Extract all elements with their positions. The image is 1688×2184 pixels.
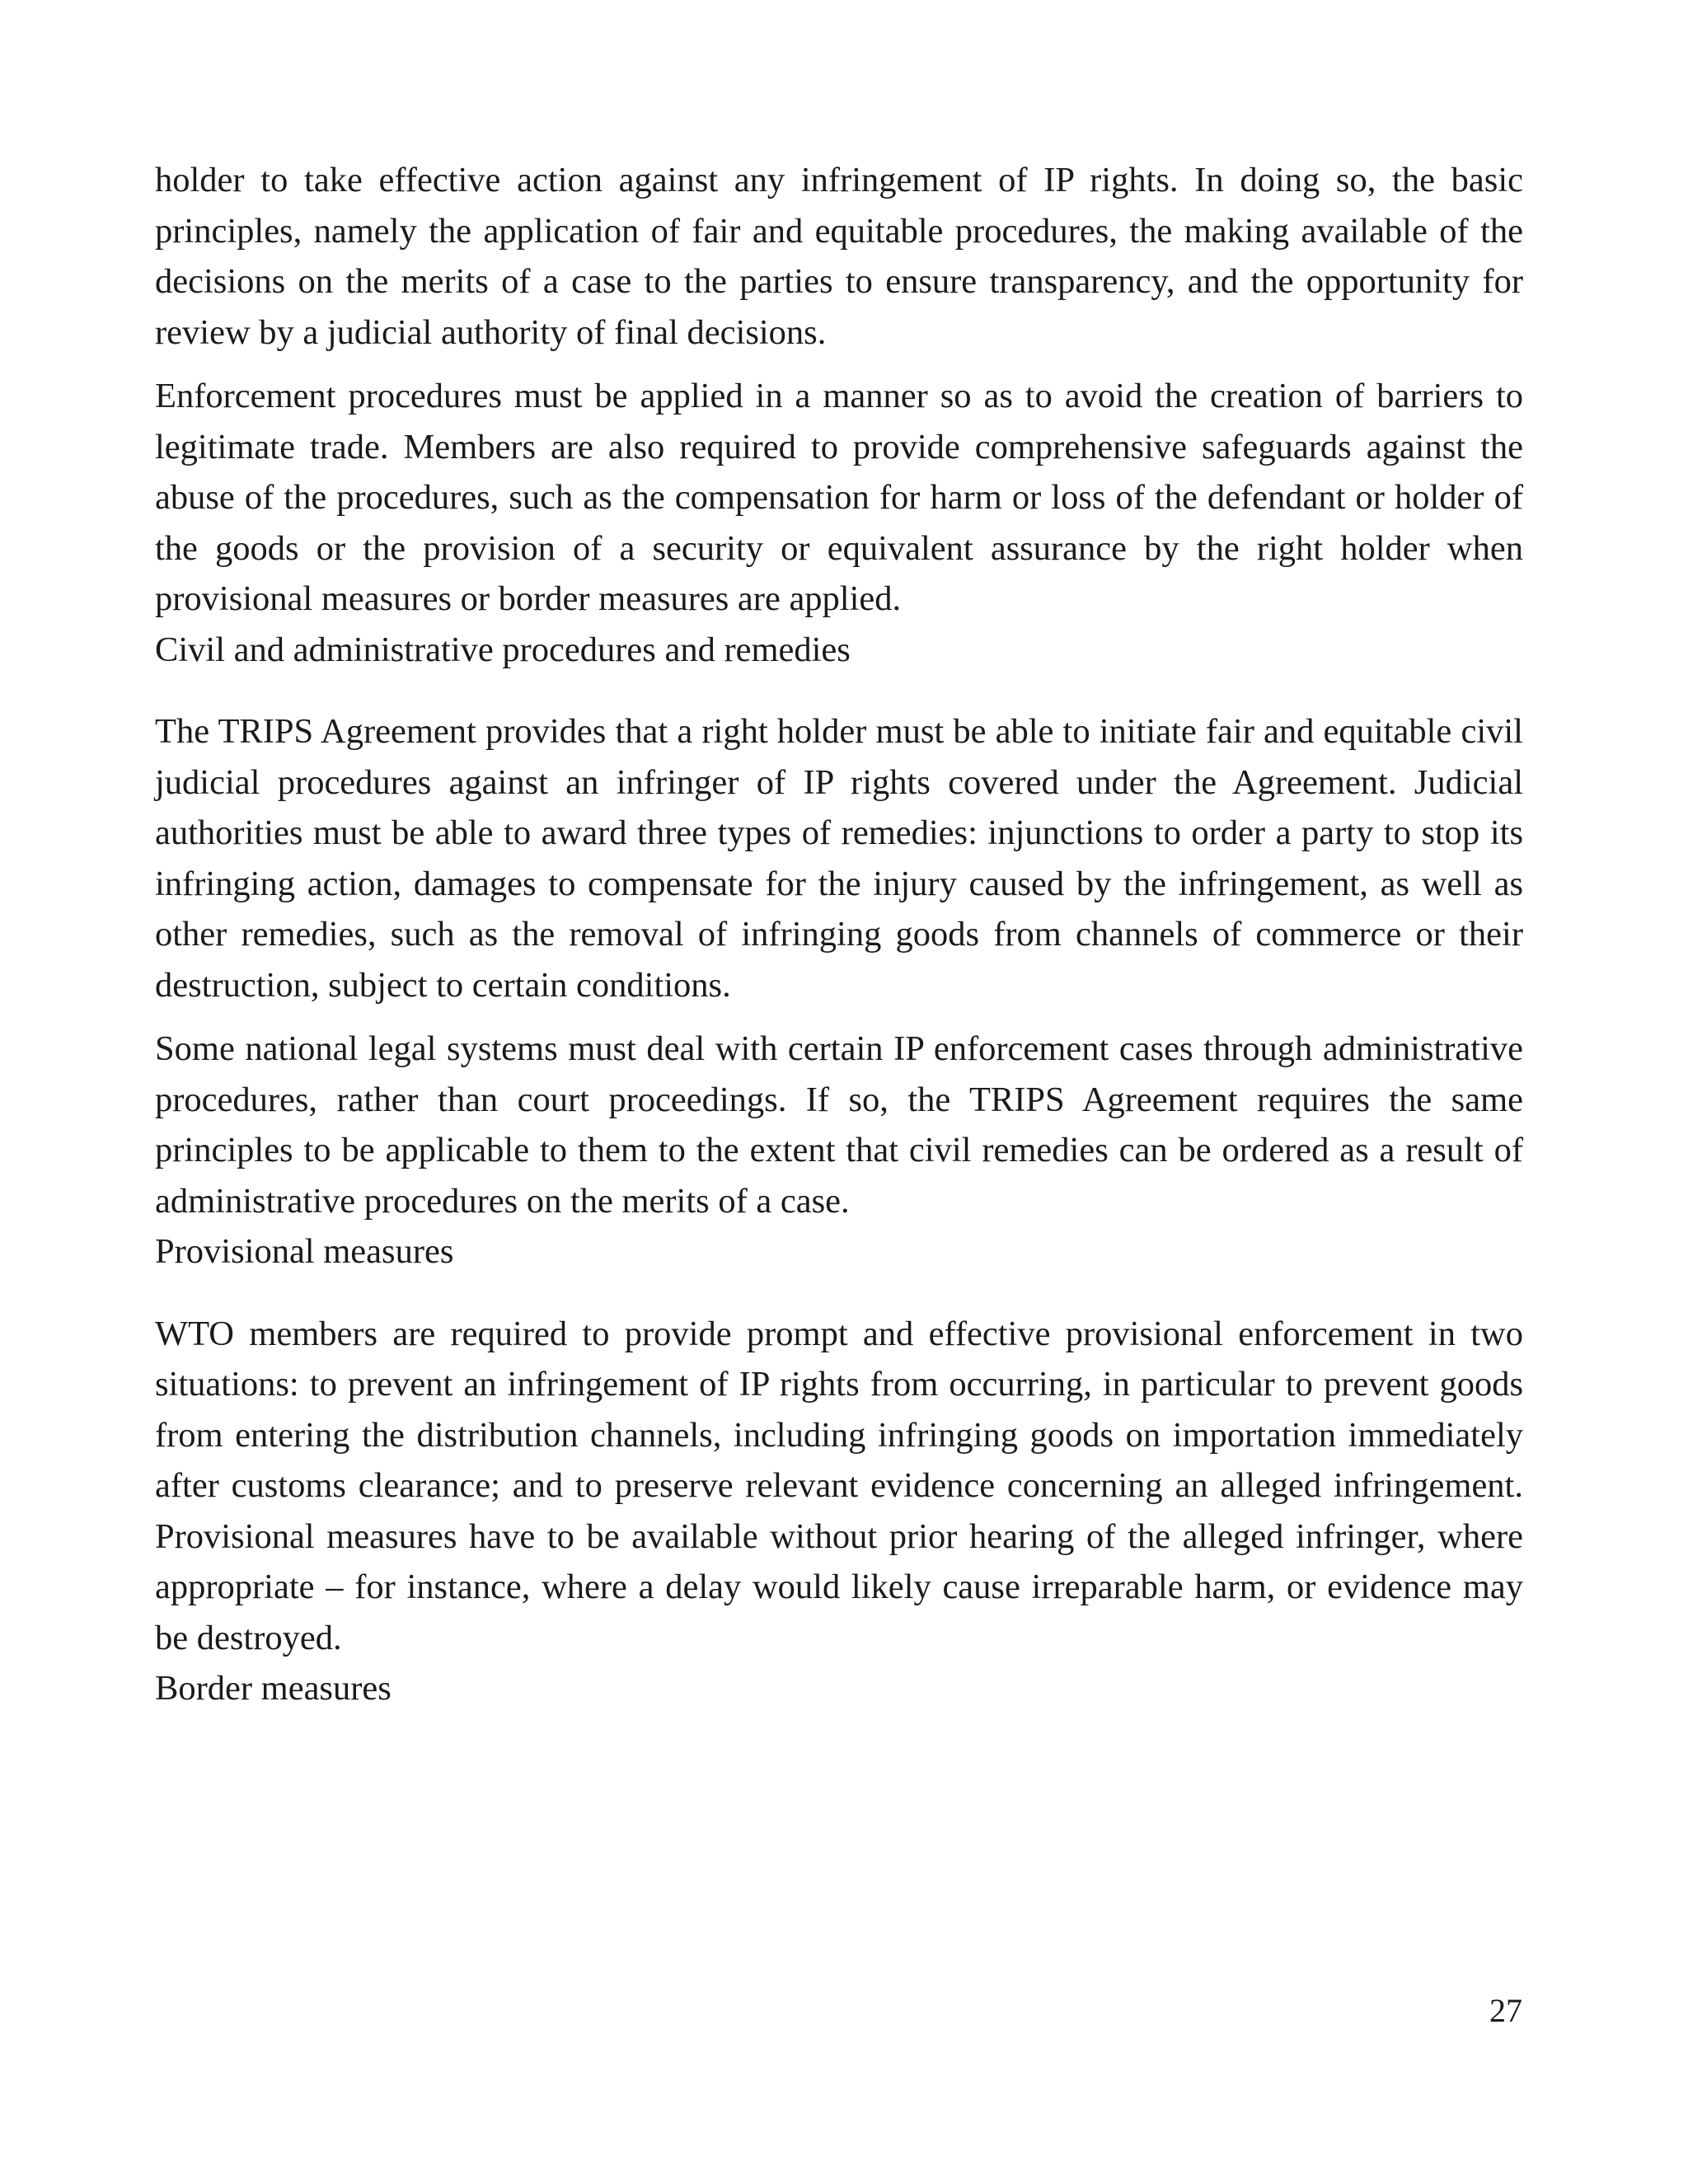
- section-heading: Provisional measures: [155, 1232, 454, 1271]
- body-paragraph: Enforcement procedures must be applied in a manner so as to avoid the creation of barriers to legitimate trade. Members are also required to provide comprehensive safeguards against the abuse of the procedures, such as the compensation for harm or loss of the defendant or holder of the goods or the provision of a security or equivalent assurance by the right holder when provisional measures or border measures are applied.: [155, 377, 1523, 618]
- body-paragraph: holder to take effective action against any infringement of IP rights. In doing so, the basic principles, namely the application of fair and equitable procedures, the making available of the decisions on the merits of a case to the parties to ensure transparency, and the opportunity for review by a judicial authority of final decisions.: [155, 161, 1523, 352]
- body-paragraph: The TRIPS Agreement provides that a right holder must be able to initiate fair and equitable civil judicial procedures against an infringer of IP rights covered under the Agreement. Judicial authorities must be able to award three types of remedies: injunctions to order a party to stop its infringing action, damages to compensate for the injury caused by the infringement, as well as other remedies, such as the removal of infringing goods from channels of commerce or their destruction, subject to certain conditions.: [155, 712, 1523, 1005]
- page-number: 27: [1489, 1992, 1522, 2029]
- body-paragraph: WTO members are required to provide prompt and effective provisional enforcement in two situations: to prevent an infringement of IP rights from occurring, in particular to prevent goods from entering the distribution channels, including infringing goods on importation immediately after customs clearance; and to preserve relevant evidence concerning an alleged infringement. Provisional measures have to be available without prior hearing of the alleged infringer, where appropriate – for instance, where a delay would likely cause irreparable harm, or evidence may be destroyed.: [155, 1314, 1523, 1657]
- section-heading: Border measures: [155, 1669, 392, 1708]
- body-paragraph: Some national legal systems must deal with certain IP enforcement cases through administrative procedures, rather than court proceedings. If so, the TRIPS Agreement requires the same principles to be applicable to them to the extent that civil remedies can be ordered as a result of administrative procedures on the merits of a case.: [155, 1029, 1523, 1221]
- page-body: [155, 155, 1523, 1714]
- section-heading: Civil and administrative procedures and remedies: [155, 630, 851, 669]
